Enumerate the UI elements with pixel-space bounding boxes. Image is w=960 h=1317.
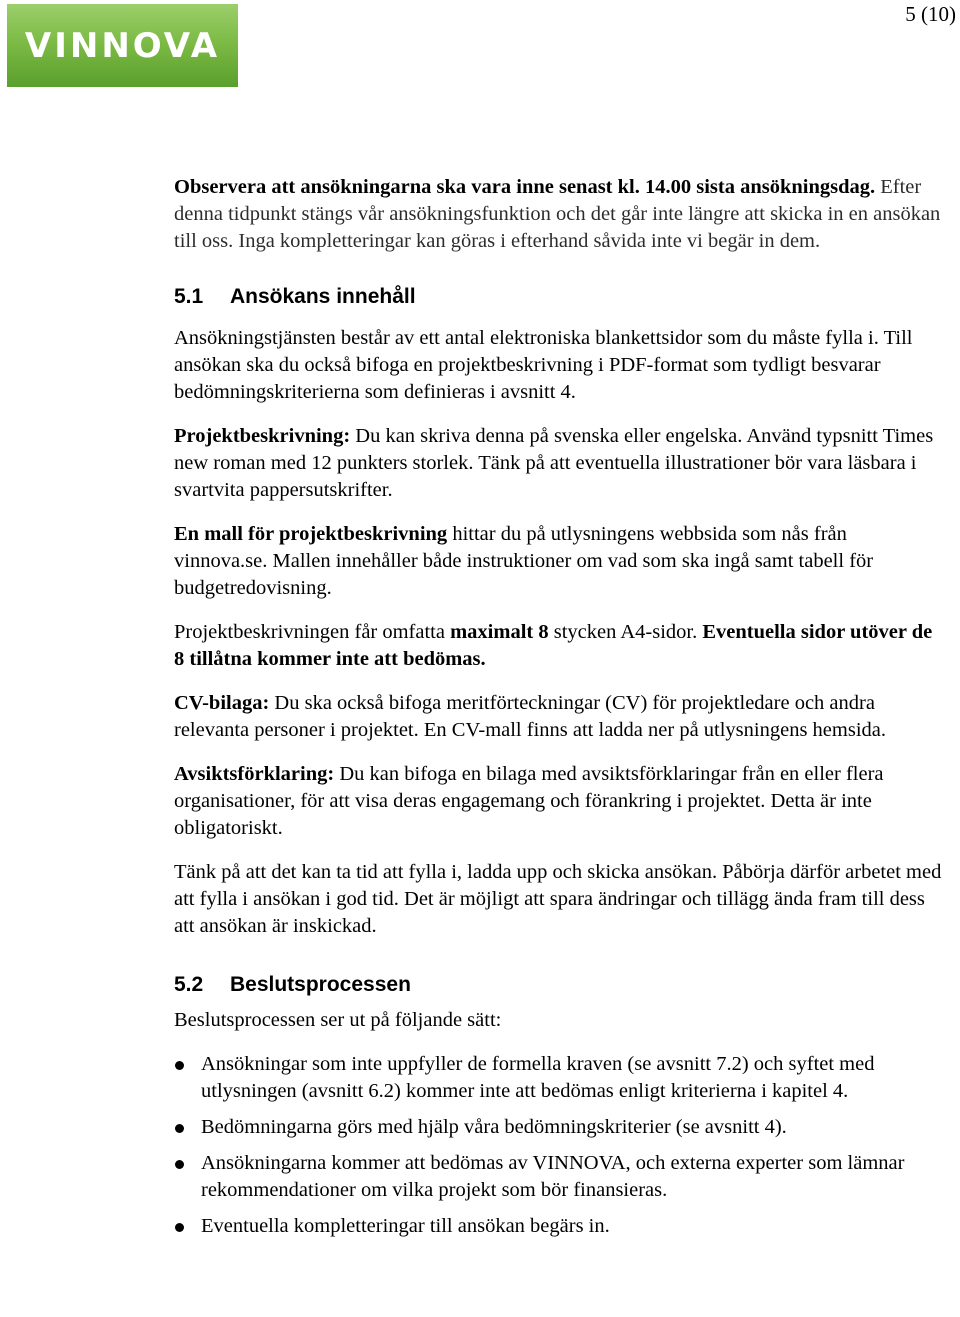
section-heading-5-2 bbox=[174, 972, 944, 998]
label-letter-of-intent: Avsiktsförklaring: bbox=[174, 763, 335, 785]
bold-page-limit-warning: Eventuella sidor utöver de 8 tillåtna kommer inte att bedömas. bbox=[174, 621, 933, 670]
logo-text: VINNOVA bbox=[24, 25, 221, 66]
section-title: Ansökans innehåll bbox=[230, 285, 416, 308]
text-letter-of-intent: Du kan bifoga en bilaga med avsiktsförklaringar från en eller flera organisationer, för att visa deras engagemang och förankring i projektet. Detta är inte obligatoriskt. bbox=[174, 763, 884, 839]
text-project-description: Du kan skriva denna på svenska eller engelska. Använd typsnitt Times new roman med 12 punkters storlek. Tänk på att eventuella illustrationer bör vara läsbara i svartvita pappersutskrifter. bbox=[174, 425, 934, 501]
bullet-icon bbox=[175, 1223, 184, 1232]
label-project-description: Projektbeskrivning: bbox=[174, 425, 351, 447]
list-item-text: Ansökningar som inte uppfyller de formella kraven (se avsnitt 7.2) och syftet med utlysningen (avsnitt 6.2) kommer inte att bedömas enligt kriterierna i kapitel 4. bbox=[201, 1053, 875, 1102]
page-number: 5 (10) bbox=[905, 2, 956, 26]
text-template: hittar du på utlysningens webbsida som nås från vinnova.se. Mallen innehåller både instruktioner om vad som ska ingå samt tabell för budgetredovisning. bbox=[174, 523, 874, 599]
deadline-notice-text: Efter denna tidpunkt stängs vår ansökningsfunktion och det går inte längre att skicka in en ansökan till oss. Inga kompletteringar kan göras i efterhand såvida inte vi begär in dem. bbox=[174, 176, 941, 252]
paragraph-letter-of-intent bbox=[174, 761, 944, 842]
paragraph-process-intro: Beslutsprocessen ser ut på följande sätt: bbox=[174, 1009, 502, 1031]
list-item bbox=[174, 1213, 944, 1240]
list-item-text: Ansökningarna kommer att bedömas av VINNOVA, och externa experter som lämnar rekommendationer om vilka projekt som bör finansieras. bbox=[201, 1152, 905, 1201]
list-item bbox=[174, 1051, 944, 1105]
label-template: En mall för projektbeskrivning bbox=[174, 523, 448, 545]
text-page-limit-b: stycken A4-sidor. bbox=[548, 621, 703, 643]
paragraph-cv bbox=[174, 690, 944, 744]
paragraph-project-description bbox=[174, 423, 944, 504]
list-item bbox=[174, 1114, 944, 1141]
vinnova-logo bbox=[7, 4, 238, 87]
paragraph-template bbox=[174, 521, 944, 602]
document-body bbox=[174, 174, 944, 1249]
section-title: Beslutsprocessen bbox=[230, 973, 411, 996]
paragraph-page-limit bbox=[174, 619, 944, 673]
label-cv: CV-bilaga: bbox=[174, 692, 270, 714]
section-number: 5.2 bbox=[174, 973, 204, 996]
deadline-notice bbox=[174, 174, 944, 255]
section-heading-5-1 bbox=[174, 284, 944, 310]
paragraph-time-advice: Tänk på att det kan ta tid att fylla i, ladda upp och skicka ansökan. Påbörja därför arbetet med att fylla i ansökan i god tid. Det är möjligt att spara ändringar och tillägg ända fram till dess att ansökan är inskickad. bbox=[174, 861, 942, 937]
list-item bbox=[174, 1150, 944, 1204]
list-item-text: Bedömningarna görs med hjälp våra bedömningskriterier (se avsnitt 4). bbox=[201, 1116, 787, 1138]
section-number: 5.1 bbox=[174, 285, 204, 308]
process-list bbox=[174, 1051, 944, 1240]
text-page-limit-a: Projektbeskrivningen får omfatta bbox=[174, 621, 451, 643]
bold-page-limit-max: maximalt 8 bbox=[450, 621, 549, 643]
bullet-icon bbox=[175, 1061, 184, 1070]
bullet-icon bbox=[175, 1160, 184, 1169]
deadline-notice-bold: Observera att ansökningarna ska vara inne senast kl. 14.00 sista ansökningsdag. bbox=[174, 176, 876, 198]
paragraph-application-service: Ansökningstjänsten består av ett antal elektroniska blankettsidor som du måste fylla i. Till ansökan ska du också bifoga en projektbeskrivning i PDF-format som tydligt besvarar bedömningskriterierna som definieras i avsnitt 4. bbox=[174, 327, 913, 403]
bullet-icon bbox=[175, 1124, 184, 1133]
text-cv: Du ska också bifoga meritförteckningar (CV) för projektledare och andra relevanta personer i projektet. En CV-mall finns att ladda ner på utlysningens hemsida. bbox=[174, 692, 886, 741]
list-item-text: Eventuella kompletteringar till ansökan begärs in. bbox=[201, 1215, 610, 1237]
